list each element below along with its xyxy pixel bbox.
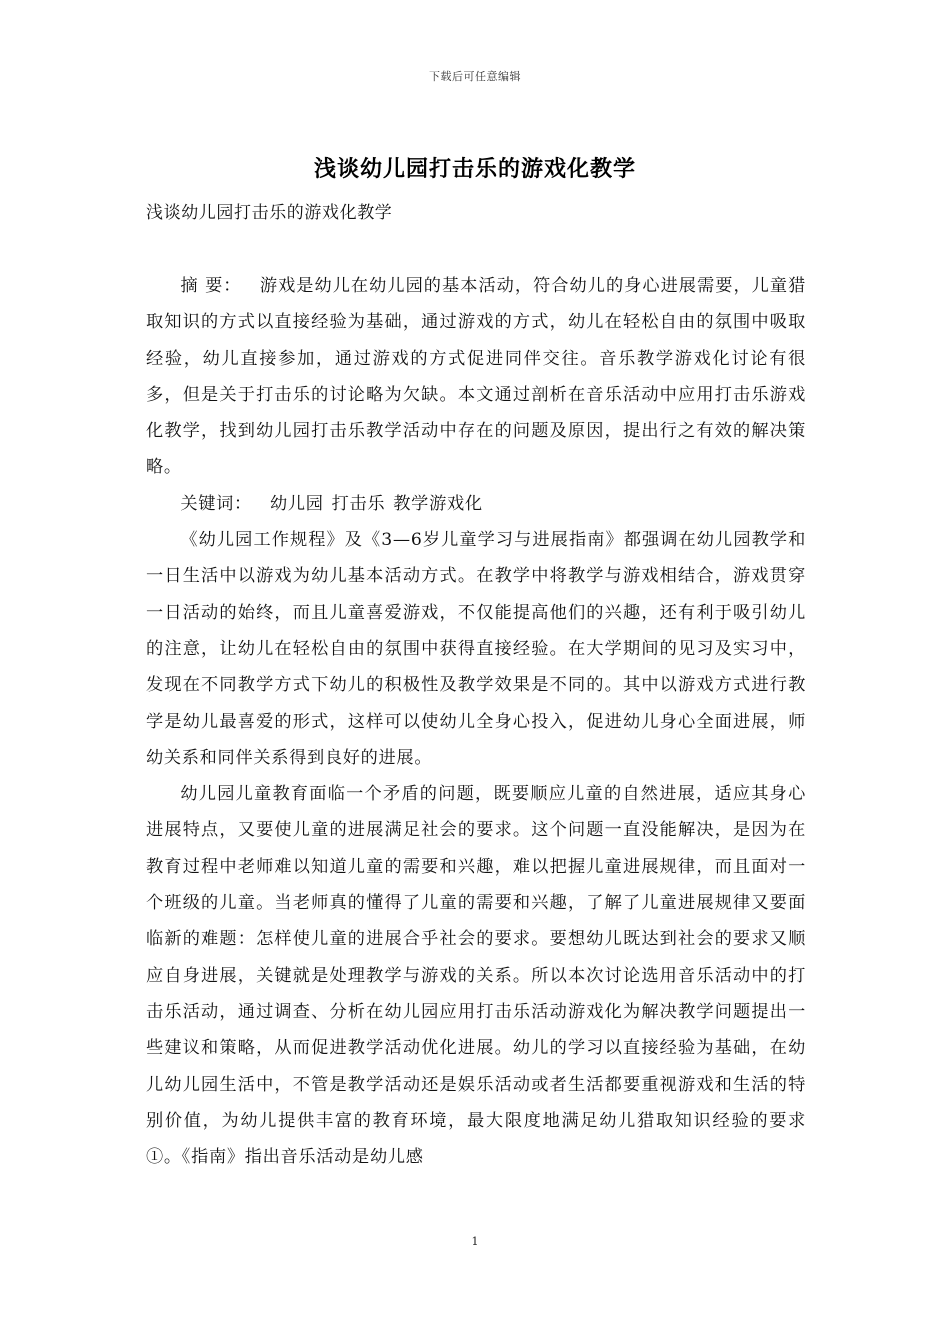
abstract-label: 摘 要： — [180, 276, 242, 296]
body-paragraph: 幼儿园儿童教育面临一个矛盾的问题，既要顺应儿童的自然进展，适应其身心进展特点，又要使儿童的进展满足社会的要求。这个问题一直没能解决，是因为在教育过程中老师难以知道儿童的需要和兴趣，难以把握儿童进展规律，而且面对一个班级的儿童。当老师真的懂得了儿童的需要和兴趣，了解了儿童进展规律又要面临新的难题：怎样使儿童的进展合乎社会的要求。要想幼儿既达到社会的要求又顺应自身进展，关键就是处理教学与游戏的关系。所以本次讨论选用音乐活动中的打击乐活动，通过调查、分析在幼儿园应用打击乐活动游戏化为解决教学问题提出一些建议和策略，从而促进教学活动优化进展。幼儿的学习以直接经验为基础，在幼儿幼儿园生活中，不管是教学活动还是娱乐活动或者生活都要重视游戏和生活的特别价值，为幼儿提供丰富的教育环境，最大限度地满足幼儿猎取知识经验的要求①。《指南》指出音乐活动是幼儿感 — [146, 784, 806, 1168]
keywords-label: 关键词： — [180, 493, 252, 514]
body-paragraph: 《幼儿园工作规程》及《3—6岁儿童学习与进展指南》都强调在幼儿园教学和一日生活中以游戏为幼儿基本活动方式。在教学中将教学与游戏相结合，游戏贯穿一日活动的始终，而且儿童喜爱游戏，不仅能提高他们的兴趣，还有利于吸引幼儿的注意，让幼儿在轻松自由的氛围中获得直接经验。在大学期间的见习及实习中，发现在不同教学方式下幼儿的积极性及教学效果是不同的。其中以游戏方式进行教学是幼儿最喜爱的形式，这样可以使幼儿全身心投入，促进幼儿身心全面进展，师幼关系和同伴关系得到良好的进展。 — [146, 530, 806, 768]
header-note: 下载后可任意编辑 — [429, 70, 521, 83]
keywords-paragraph — [146, 486, 806, 522]
keyword-item: 幼儿园 — [269, 493, 324, 514]
subtitle: 浅谈幼儿园打击乐的游戏化教学 — [146, 203, 393, 223]
page-number: 1 — [471, 1235, 479, 1248]
abstract-text: 游戏是幼儿在幼儿园的基本活动，符合幼儿的身心进展需要，儿童猎取知识的方式以直接经验为基础，通过游戏的方式，幼儿在轻松自由的氛围中吸取经验，幼儿直接参加，通过游戏的方式促进同伴交往。音乐教学游戏化讨论有很多，但是关于打击乐的讨论略为欠缺。本文通过剖析在音乐活动中应用打击乐游戏化教学，找到幼儿园打击乐教学活动中存在的问题及原因，提出行之有效的解决策略。 — [146, 276, 806, 478]
keyword-item: 教学游戏化 — [393, 493, 483, 514]
document-body — [146, 268, 806, 1175]
abstract-paragraph — [146, 268, 806, 486]
keyword-item: 打击乐 — [331, 493, 386, 514]
page-title: 浅谈幼儿园打击乐的游戏化教学 — [313, 156, 636, 182]
